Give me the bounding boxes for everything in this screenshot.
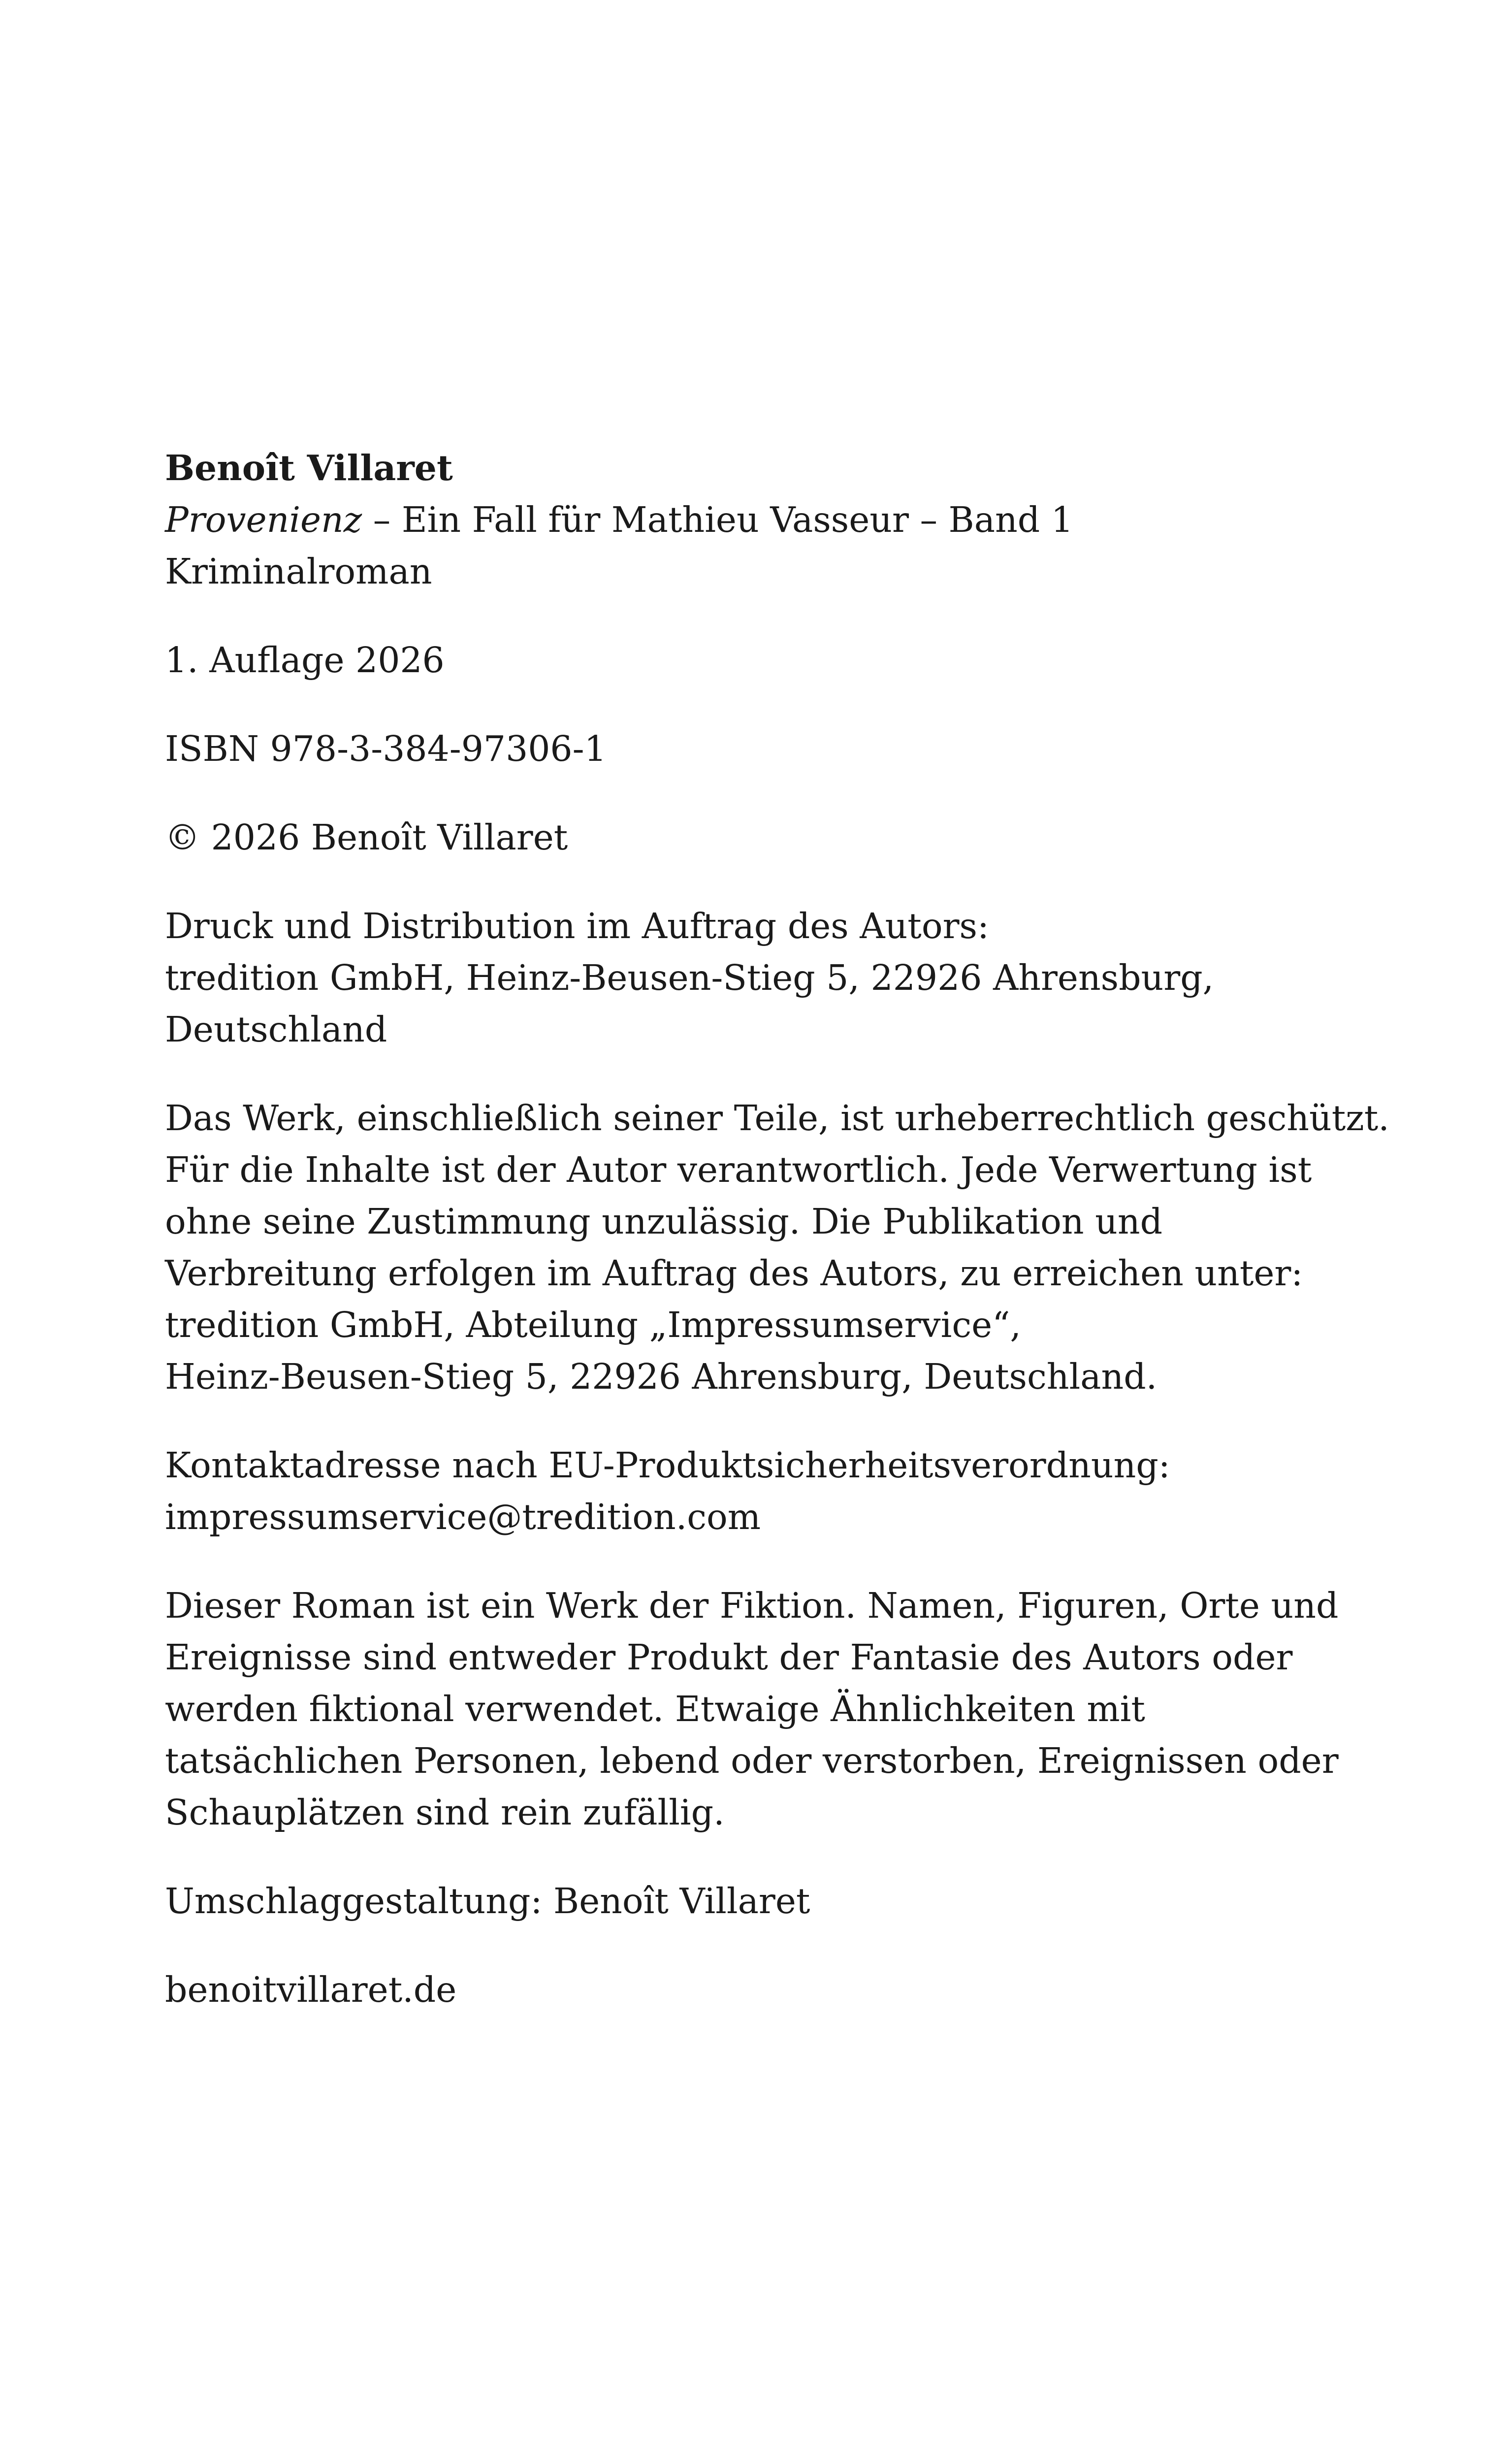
author-name: Benoît Villaret xyxy=(165,447,453,489)
legal-notice-line: Für die Inhalte ist der Autor verantwortlich. Jede Verwertung ist xyxy=(165,1149,1312,1190)
book-title-italic: Provenienz xyxy=(165,499,362,540)
disclaimer-line: Schauplätzen sind rein zufällig. xyxy=(165,1792,725,1833)
cover-design-credit: Umschlaggestaltung: Benoît Villaret xyxy=(165,1881,810,1922)
edition: 1. Auflage 2026 xyxy=(165,640,445,681)
print-distribution xyxy=(165,900,1396,1055)
disclaimer-line: Dieser Roman ist ein Werk der Fiktion. Namen, Figuren, Orte und xyxy=(165,1585,1339,1626)
contact-email: impressumservice@tredition.com xyxy=(165,1497,761,1537)
contact-block xyxy=(165,1439,1396,1543)
legal-notice-line: ohne seine Zustimmung unzulässig. Die Publikation und xyxy=(165,1201,1163,1242)
imprint-content xyxy=(165,442,1396,2052)
legal-notice-line: tredition GmbH, Abteilung „Impressumservice“, xyxy=(165,1304,1021,1345)
legal-notice-line: Das Werk, einschließlich seiner Teile, ist urheberrechtlich geschützt. xyxy=(165,1098,1389,1139)
book-title-line xyxy=(165,494,1396,546)
fiction-disclaimer xyxy=(165,1580,1396,1838)
copyright-notice: © 2026 Benoît Villaret xyxy=(165,817,568,858)
title-block xyxy=(165,442,1396,597)
genre: Kriminalroman xyxy=(165,551,432,592)
disclaimer-line: tatsächlichen Personen, lebend oder verstorben, Ereignissen oder xyxy=(165,1740,1339,1781)
disclaimer-line: Ereignisse sind entweder Produkt der Fantasie des Autors oder xyxy=(165,1637,1293,1678)
legal-notice xyxy=(165,1092,1396,1402)
print-distribution-line: Druck und Distribution im Auftrag des Autors: xyxy=(165,906,989,946)
isbn: ISBN 978-3-384-97306-1 xyxy=(165,728,607,769)
print-distribution-line: Deutschland xyxy=(165,1009,387,1050)
contact-label: Kontaktadresse nach EU-Produktsicherheitsverordnung: xyxy=(165,1445,1170,1486)
author-website: benoitvillaret.de xyxy=(165,1969,457,2010)
book-title-rest: – Ein Fall für Mathieu Vasseur – Band 1 xyxy=(362,499,1073,540)
disclaimer-line: werden fiktional verwendet. Etwaige Ähnlichkeiten mit xyxy=(165,1689,1145,1729)
print-distribution-line: tredition GmbH, Heinz-Beusen-Stieg 5, 22926 Ahrensburg, xyxy=(165,957,1214,998)
legal-notice-line: Heinz-Beusen-Stieg 5, 22926 Ahrensburg, Deutschland. xyxy=(165,1356,1158,1397)
legal-notice-line: Verbreitung erfolgen im Auftrag des Autors, zu erreichen unter: xyxy=(165,1253,1303,1294)
